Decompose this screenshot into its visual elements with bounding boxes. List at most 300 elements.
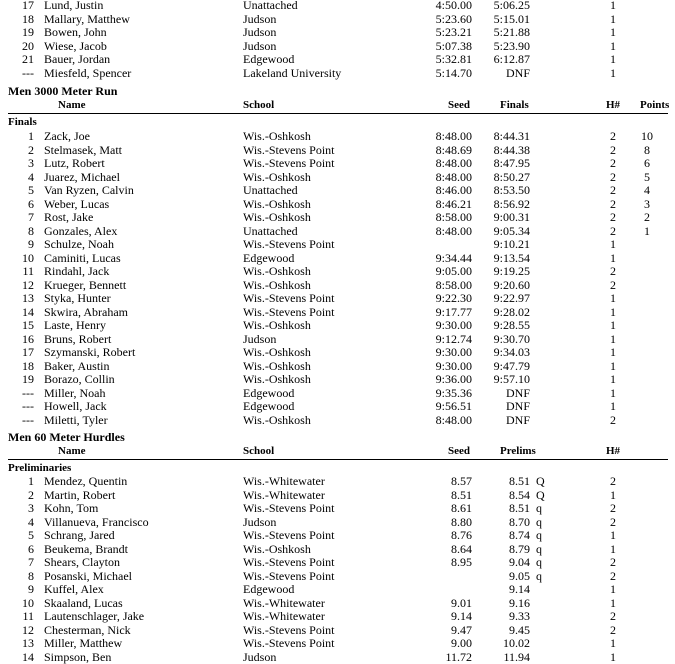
heat-number: 2 xyxy=(610,196,616,211)
place: 11 xyxy=(22,609,34,623)
seed-mark: 5:14.70 xyxy=(435,65,472,80)
heat-number: 1 xyxy=(610,250,616,265)
result-row xyxy=(0,346,675,359)
points: 6 xyxy=(644,156,650,170)
result-mark: 9.16 xyxy=(509,595,530,610)
place: 7 xyxy=(28,210,34,224)
seed-mark: 9:17.77 xyxy=(435,304,472,319)
athlete-name: Kuffel, Alex xyxy=(44,582,104,596)
seed-mark: 9.01 xyxy=(451,595,472,610)
result-row xyxy=(0,265,675,278)
result-row xyxy=(0,13,675,26)
athlete-name: Laste, Henry xyxy=(44,318,106,332)
place: 13 xyxy=(22,636,34,650)
athlete-name: Juarez, Michael xyxy=(44,169,120,184)
heat-number: 2 xyxy=(610,609,616,623)
school: Edgewood xyxy=(243,250,295,265)
header-name: Name xyxy=(58,445,86,457)
seed-mark: 8:46.00 xyxy=(435,183,472,197)
qualifier-flag: Q xyxy=(536,487,545,502)
place: 1 xyxy=(28,129,34,143)
place: 5 xyxy=(28,528,34,542)
result-mark: 9:28.02 xyxy=(493,304,530,319)
result-mark: 9:00.31 xyxy=(493,210,530,224)
heat-number: 1 xyxy=(610,65,616,80)
seed-mark: 9:30.00 xyxy=(435,358,472,373)
school: Wis.-Stevens Point xyxy=(243,501,335,515)
heat-number: 1 xyxy=(610,11,616,26)
seed-mark: 9:12.74 xyxy=(435,331,472,346)
heat-number: 1 xyxy=(610,331,616,346)
athlete-name: Weber, Lucas xyxy=(44,196,110,211)
seed-mark: 8.95 xyxy=(451,555,472,569)
seed-mark: 5:23.60 xyxy=(435,11,472,26)
seed-mark: 9:56.51 xyxy=(435,399,472,413)
school: Wis.-Oshkosh xyxy=(243,196,311,211)
points: 8 xyxy=(644,142,650,157)
school: Wis.-Stevens Point xyxy=(243,304,335,319)
heat-number: 2 xyxy=(610,501,616,515)
heat-number: 1 xyxy=(610,25,616,39)
result-row xyxy=(0,53,675,66)
place: 6 xyxy=(28,196,34,211)
school: Wis.-Stevens Point xyxy=(243,142,335,157)
place: --- xyxy=(22,65,34,80)
athlete-name: Mendez, Quentin xyxy=(44,474,128,488)
result-mark: 9:20.60 xyxy=(493,277,530,292)
result-mark: 8:47.95 xyxy=(493,156,530,170)
result-mark: 9:10.21 xyxy=(493,237,530,251)
result-row xyxy=(0,306,675,319)
seed-mark: 9.00 xyxy=(451,636,472,650)
seed-mark: 8:48.69 xyxy=(435,142,472,157)
event-title-3000m: Men 3000 Meter Run xyxy=(8,84,118,98)
seed-mark: 8:48.00 xyxy=(435,412,472,427)
qualifier-flag: q xyxy=(536,568,542,583)
result-mark: 9:28.55 xyxy=(493,318,530,332)
school: Wis.-Oshkosh xyxy=(243,277,311,292)
round-label-preliminaries: Preliminaries xyxy=(8,462,72,474)
result-mark: DNF xyxy=(505,385,530,400)
heat-number: 1 xyxy=(610,52,616,66)
result-row xyxy=(0,252,675,265)
header-seed: Seed xyxy=(448,99,470,111)
athlete-name: Gonzales, Alex xyxy=(44,223,118,238)
result-row xyxy=(0,319,675,332)
athlete-name: Caminiti, Lucas xyxy=(44,250,121,265)
heat-number: 2 xyxy=(610,142,616,157)
school: Unattached xyxy=(243,223,298,238)
heat-number: 2 xyxy=(610,568,616,583)
heat-number: 2 xyxy=(610,277,616,292)
result-mark: 11.94 xyxy=(503,649,530,664)
result-mark: 9:34.03 xyxy=(493,345,530,359)
heat-number: 1 xyxy=(610,385,616,400)
school: Judson xyxy=(243,649,277,664)
event-title-60m-hurdles: Men 60 Meter Hurdles xyxy=(8,430,125,444)
result-row xyxy=(0,373,675,386)
athlete-name: Schulze, Noah xyxy=(44,237,114,251)
seed-mark: 8.64 xyxy=(451,541,472,556)
result-mark: 5:15.01 xyxy=(493,11,530,26)
athlete-name: Villanueva, Francisco xyxy=(44,514,149,529)
school: Wis.-Whitewater xyxy=(243,595,325,610)
result-mark: 9.14 xyxy=(509,582,530,596)
result-mark: 8.51 xyxy=(509,501,530,515)
place: 15 xyxy=(22,318,34,332)
result-row xyxy=(0,40,675,53)
heat-number: 1 xyxy=(610,237,616,251)
heat-number: 1 xyxy=(610,291,616,305)
header-heat: H# xyxy=(605,99,621,111)
place: --- xyxy=(22,412,34,427)
heat-number: 2 xyxy=(610,474,616,488)
athlete-name: Chesterman, Nick xyxy=(44,622,131,637)
header-rule xyxy=(8,113,668,114)
result-row xyxy=(0,489,675,502)
seed-mark: 8.80 xyxy=(451,514,472,529)
place: 4 xyxy=(28,514,34,529)
heat-number: 1 xyxy=(610,38,616,53)
place: 2 xyxy=(28,487,34,502)
place: 14 xyxy=(22,649,34,664)
result-row xyxy=(0,211,675,224)
athlete-name: Shears, Clayton xyxy=(44,555,120,569)
athlete-name: Zack, Joe xyxy=(44,129,90,143)
athlete-name: Martin, Robert xyxy=(44,487,116,502)
athlete-name: Wiese, Jacob xyxy=(44,38,107,53)
seed-mark: 9:35.36 xyxy=(435,385,472,400)
result-mark: 5:21.88 xyxy=(493,25,530,39)
school: Wis.-Stevens Point xyxy=(243,156,335,170)
heat-number: 2 xyxy=(610,412,616,427)
place: 13 xyxy=(22,291,34,305)
school: Wis.-Oshkosh xyxy=(243,169,311,184)
header-points: Points xyxy=(640,99,670,111)
heat-number: 1 xyxy=(610,582,616,596)
result-mark: DNF xyxy=(505,399,530,413)
result-mark: 8.70 xyxy=(509,514,530,529)
place: 17 xyxy=(22,345,34,359)
athlete-name: Miletti, Tyler xyxy=(44,412,108,427)
place: 18 xyxy=(22,11,34,26)
seed-mark: 8:58.00 xyxy=(435,277,472,292)
place: 12 xyxy=(22,277,34,292)
heat-number: 2 xyxy=(610,223,616,238)
seed-mark: 5:32.81 xyxy=(435,52,472,66)
seed-mark: 4:50.00 xyxy=(435,0,472,12)
athlete-name: Krueger, Bennett xyxy=(44,277,127,292)
school: Wis.-Oshkosh xyxy=(243,412,311,427)
seed-mark: 8.61 xyxy=(451,501,472,515)
result-row xyxy=(0,26,675,39)
seed-mark: 8:48.00 xyxy=(435,223,472,238)
seed-mark: 8.76 xyxy=(451,528,472,542)
place: 7 xyxy=(28,555,34,569)
result-row xyxy=(0,624,675,637)
result-row xyxy=(0,516,675,529)
qualifier-flag: Q xyxy=(536,474,545,488)
heat-number: 1 xyxy=(610,595,616,610)
seed-mark: 9:22.30 xyxy=(435,291,472,305)
school: Wis.-Stevens Point xyxy=(243,237,335,251)
heat-number: 2 xyxy=(610,555,616,569)
athlete-name: Miller, Matthew xyxy=(44,636,123,650)
school: Lakeland University xyxy=(243,65,342,80)
result-mark: 5:06.25 xyxy=(493,0,530,12)
school: Judson xyxy=(243,11,277,26)
seed-mark: 5:23.21 xyxy=(435,25,472,39)
athlete-name: Simpson, Ben xyxy=(44,649,112,664)
athlete-name: Lautenschlager, Jake xyxy=(44,609,145,623)
column-headers-3000m xyxy=(0,99,675,112)
heat-number: 1 xyxy=(610,636,616,650)
place: 10 xyxy=(22,250,34,265)
header-school: School xyxy=(243,445,275,457)
header-seed: Seed xyxy=(448,445,470,457)
header-heat: H# xyxy=(605,445,621,457)
result-row xyxy=(0,360,675,373)
place: 10 xyxy=(22,595,34,610)
school: Unattached xyxy=(243,183,298,197)
points: 5 xyxy=(644,169,650,184)
school: Wis.-Oshkosh xyxy=(243,318,311,332)
place: 18 xyxy=(22,358,34,373)
round-label-finals: Finals xyxy=(8,116,37,128)
heat-number: 1 xyxy=(610,487,616,502)
school: Wis.-Stevens Point xyxy=(243,528,335,542)
athlete-name: Szymanski, Robert xyxy=(44,345,136,359)
qualifier-flag: q xyxy=(536,528,542,542)
place: 8 xyxy=(28,223,34,238)
school: Wis.-Stevens Point xyxy=(243,568,335,583)
place: 21 xyxy=(22,52,34,66)
result-mark: 8.51 xyxy=(509,474,530,488)
column-headers-hurdles xyxy=(0,445,675,458)
athlete-name: Schrang, Jared xyxy=(44,528,115,542)
result-row xyxy=(0,184,675,197)
athlete-name: Lund, Justin xyxy=(44,0,104,12)
heat-number: 1 xyxy=(610,358,616,373)
place: 19 xyxy=(22,372,34,386)
seed-mark: 8.57 xyxy=(451,474,472,488)
result-mark: 9:13.54 xyxy=(493,250,530,265)
school: Edgewood xyxy=(243,52,295,66)
school: Wis.-Stevens Point xyxy=(243,291,335,305)
result-mark: 9:47.79 xyxy=(493,358,530,373)
school: Wis.-Whitewater xyxy=(243,487,325,502)
result-row xyxy=(0,225,675,238)
seed-mark: 9.14 xyxy=(451,609,472,623)
result-mark: 8:50.27 xyxy=(493,169,530,184)
points: 1 xyxy=(644,223,650,238)
place: 17 xyxy=(22,0,34,12)
place: 2 xyxy=(28,142,34,157)
school: Wis.-Stevens Point xyxy=(243,636,335,650)
seed-mark: 9:34.44 xyxy=(435,250,472,265)
place: 12 xyxy=(22,622,34,637)
heat-number: 1 xyxy=(610,345,616,359)
heat-number: 1 xyxy=(610,318,616,332)
athlete-name: Van Ryzen, Calvin xyxy=(44,183,134,197)
result-row xyxy=(0,144,675,157)
place: --- xyxy=(22,385,34,400)
athlete-name: Bruns, Robert xyxy=(44,331,112,346)
place: 6 xyxy=(28,541,34,556)
athlete-name: Stelmasek, Matt xyxy=(44,142,122,157)
heat-number: 1 xyxy=(610,541,616,556)
place: 14 xyxy=(22,304,34,319)
result-mark: DNF xyxy=(505,412,530,427)
seed-mark: 8:58.00 xyxy=(435,210,472,224)
heat-number: 2 xyxy=(610,183,616,197)
athlete-name: Kohn, Tom xyxy=(44,501,99,515)
result-row xyxy=(0,556,675,569)
school: Wis.-Whitewater xyxy=(243,474,325,488)
result-mark: 9.04 xyxy=(509,555,530,569)
result-row xyxy=(0,292,675,305)
athlete-name: Bowen, John xyxy=(44,25,107,39)
result-row xyxy=(0,279,675,292)
result-row xyxy=(0,651,675,664)
header-name: Name xyxy=(58,99,86,111)
school: Wis.-Stevens Point xyxy=(243,622,335,637)
seed-mark: 9:05.00 xyxy=(435,264,472,278)
athlete-name: Styka, Hunter xyxy=(44,291,111,305)
qualifier-flag: q xyxy=(536,555,542,569)
place: 16 xyxy=(22,331,34,346)
points: 4 xyxy=(644,183,650,197)
athlete-name: Skaaland, Lucas xyxy=(44,595,123,610)
result-mark: 8:44.31 xyxy=(493,129,530,143)
result-mark: 9:19.25 xyxy=(493,264,530,278)
result-row xyxy=(0,529,675,542)
heat-number: 1 xyxy=(610,399,616,413)
athlete-name: Miller, Noah xyxy=(44,385,106,400)
result-mark: 8:53.50 xyxy=(493,183,530,197)
result-row xyxy=(0,400,675,413)
school: Judson xyxy=(243,38,277,53)
qualifier-flag: q xyxy=(536,514,542,529)
school: Wis.-Oshkosh xyxy=(243,358,311,373)
seed-mark: 11.72 xyxy=(445,649,472,664)
result-mark: 8:44.38 xyxy=(493,142,530,157)
seed-mark: 9.47 xyxy=(451,622,472,637)
place: --- xyxy=(22,399,34,413)
points: 10 xyxy=(641,129,653,143)
place: 3 xyxy=(28,156,34,170)
school: Judson xyxy=(243,514,277,529)
result-row xyxy=(0,387,675,400)
school: Wis.-Oshkosh xyxy=(243,345,311,359)
heat-number: 2 xyxy=(610,156,616,170)
result-row xyxy=(0,67,675,80)
place: 19 xyxy=(22,25,34,39)
school: Wis.-Whitewater xyxy=(243,609,325,623)
school: Wis.-Oshkosh xyxy=(243,129,311,143)
athlete-name: Posanski, Michael xyxy=(44,568,132,583)
result-row xyxy=(0,543,675,556)
school: Wis.-Oshkosh xyxy=(243,541,311,556)
result-mark: 8.54 xyxy=(509,487,530,502)
school: Wis.-Stevens Point xyxy=(243,555,335,569)
result-row xyxy=(0,637,675,650)
school: Edgewood xyxy=(243,399,295,413)
qualifier-flag: q xyxy=(536,501,542,515)
athlete-name: Borazo, Collin xyxy=(44,372,115,386)
seed-mark: 9:30.00 xyxy=(435,318,472,332)
result-mark: 8:56.92 xyxy=(493,196,530,211)
points: 3 xyxy=(644,196,650,211)
result-row xyxy=(0,238,675,251)
school: Judson xyxy=(243,25,277,39)
result-row xyxy=(0,583,675,596)
result-row xyxy=(0,198,675,211)
athlete-name: Beukema, Brandt xyxy=(44,541,128,556)
athlete-name: Miesfeld, Spencer xyxy=(44,65,132,80)
seed-mark: 9:36.00 xyxy=(435,372,472,386)
heat-number: 2 xyxy=(610,129,616,143)
result-mark: 9.45 xyxy=(509,622,530,637)
header-prelims: Prelims xyxy=(500,445,536,457)
result-row xyxy=(0,414,675,427)
result-mark: 9:05.34 xyxy=(493,223,530,238)
school: Edgewood xyxy=(243,385,295,400)
place: 4 xyxy=(28,169,34,184)
result-row xyxy=(0,610,675,623)
athlete-name: Mallary, Matthew xyxy=(44,11,130,26)
place: 1 xyxy=(28,474,34,488)
heat-number: 2 xyxy=(610,514,616,529)
result-row xyxy=(0,171,675,184)
result-mark: 6:12.87 xyxy=(493,52,530,66)
result-mark: DNF xyxy=(505,65,530,80)
seed-mark: 8:48.00 xyxy=(435,156,472,170)
seed-mark: 8:48.00 xyxy=(435,169,472,184)
school: Judson xyxy=(243,331,277,346)
result-mark: 8.79 xyxy=(509,541,530,556)
school: Edgewood xyxy=(243,582,295,596)
heat-number: 1 xyxy=(610,372,616,386)
athlete-name: Rost, Jake xyxy=(44,210,94,224)
result-row xyxy=(0,475,675,488)
result-mark: 9:57.10 xyxy=(493,372,530,386)
athlete-name: Lutz, Robert xyxy=(44,156,105,170)
points: 2 xyxy=(644,210,650,224)
result-row xyxy=(0,157,675,170)
place: 11 xyxy=(22,264,34,278)
place: 3 xyxy=(28,501,34,515)
place: 9 xyxy=(28,237,34,251)
athlete-name: Baker, Austin xyxy=(44,358,110,373)
result-row xyxy=(0,502,675,515)
heat-number: 2 xyxy=(610,210,616,224)
result-mark: 9.33 xyxy=(509,609,530,623)
heat-number: 1 xyxy=(610,0,616,12)
athlete-name: Bauer, Jordan xyxy=(44,52,111,66)
header-rule xyxy=(8,459,668,460)
result-mark: 9:30.70 xyxy=(493,331,530,346)
place: 5 xyxy=(28,183,34,197)
place: 20 xyxy=(22,38,34,53)
header-school: School xyxy=(243,99,275,111)
seed-mark: 9:30.00 xyxy=(435,345,472,359)
seed-mark: 8.51 xyxy=(451,487,472,502)
athlete-name: Rindahl, Jack xyxy=(44,264,110,278)
seed-mark: 8:46.21 xyxy=(435,196,472,211)
result-mark: 10.02 xyxy=(503,636,530,650)
result-mark: 9.05 xyxy=(509,568,530,583)
